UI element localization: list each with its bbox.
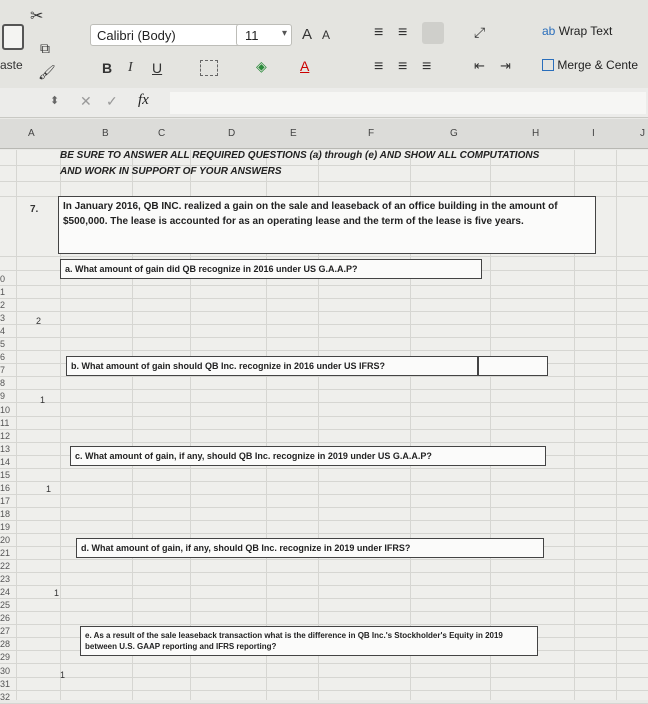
wrap-text-button[interactable] — [542, 24, 612, 38]
merge-label: Merge & Cente — [557, 58, 639, 72]
row-number[interactable]: 10 — [0, 404, 11, 415]
grid-line — [0, 442, 648, 443]
font-name-value: Calibri (Body) — [97, 28, 176, 43]
column-header[interactable]: G — [450, 128, 458, 139]
row-number[interactable]: 9 — [0, 391, 6, 402]
column-header[interactable]: H — [532, 128, 540, 139]
align-right-icon[interactable]: ≡ — [422, 58, 432, 75]
ribbon — [0, 0, 648, 88]
points-c: 1 — [46, 484, 52, 494]
row-number[interactable]: 20 — [0, 535, 11, 545]
row-number[interactable]: 29 — [0, 652, 11, 663]
function-icon[interactable]: fx — [138, 92, 149, 108]
column-header[interactable]: A — [28, 128, 35, 139]
row-number[interactable]: 30 — [0, 665, 11, 676]
paste-icon[interactable] — [2, 24, 24, 50]
grid-line — [0, 389, 648, 390]
points-e: 1 — [60, 670, 66, 680]
grid-line — [0, 256, 648, 257]
grid-line — [0, 663, 648, 664]
grid-line — [0, 677, 648, 678]
align-middle-icon[interactable]: ≡ — [398, 24, 408, 41]
grid-line — [0, 572, 648, 573]
name-box-arrows-icon[interactable]: ⬍ — [50, 95, 60, 107]
row-number[interactable]: 26 — [0, 613, 11, 624]
row-number[interactable]: 32 — [0, 691, 11, 702]
column-header[interactable]: E — [290, 128, 297, 139]
row-number[interactable]: 15 — [0, 469, 11, 480]
grid-line — [0, 311, 648, 312]
answer-b-cell[interactable] — [478, 356, 548, 376]
grow-font-button[interactable]: A — [302, 26, 313, 43]
borders-icon[interactable] — [200, 60, 218, 76]
align-top-icon[interactable]: ≡ — [374, 24, 384, 41]
merge-center-button[interactable] — [542, 58, 638, 72]
grid-line — [0, 324, 648, 325]
question-b-box[interactable]: b. What amount of gain should QB Inc. recognize in 2016 under US IFRS? — [66, 356, 478, 376]
row-number[interactable]: 14 — [0, 456, 11, 467]
fill-color-icon[interactable]: ◈ — [256, 58, 267, 74]
copy-icon[interactable]: ⧉ — [40, 40, 50, 56]
paste-label[interactable]: aste — [0, 58, 23, 72]
instructions-line-2: AND WORK IN SUPPORT OF YOUR ANSWERS — [60, 166, 282, 177]
grid-line — [0, 533, 648, 534]
row-number[interactable]: 22 — [0, 561, 11, 572]
row-number[interactable]: 24 — [0, 587, 11, 598]
cancel-icon[interactable]: ✕ — [80, 93, 92, 109]
row-number[interactable]: 23 — [0, 574, 11, 585]
grid-line — [0, 298, 648, 299]
row-number[interactable]: 1 — [0, 287, 6, 298]
column-header[interactable]: F — [368, 128, 375, 139]
grid-line — [0, 181, 648, 182]
align-center-icon[interactable]: ≡ — [398, 58, 408, 75]
grid-line — [0, 598, 648, 599]
question-a-box[interactable]: a. What amount of gain did QB recognize in 2016 under US G.A.A.P? — [60, 259, 482, 279]
points-d: 1 — [54, 588, 60, 598]
font-size-dropdown[interactable] — [236, 24, 292, 46]
row-number[interactable]: 13 — [0, 443, 11, 454]
merge-icon — [542, 59, 554, 71]
question-d-box[interactable]: d. What amount of gain, if any, should QB Inc. recognize in 2019 under IFRS? — [76, 538, 544, 558]
grid-line — [16, 150, 17, 700]
row-number[interactable]: 18 — [0, 508, 11, 519]
grid-line — [0, 507, 648, 508]
row-number[interactable]: 17 — [0, 495, 11, 506]
row-number[interactable]: 19 — [0, 521, 11, 532]
grid-line — [0, 416, 648, 417]
cut-icon[interactable]: ✂ — [30, 8, 44, 25]
confirm-icon[interactable]: ✓ — [106, 93, 118, 109]
column-header[interactable]: D — [228, 128, 236, 139]
grid-line — [0, 494, 648, 495]
points-a: 2 — [36, 316, 42, 326]
grid-line — [0, 690, 648, 691]
grid-line — [0, 285, 648, 286]
row-number[interactable]: 7 — [0, 365, 6, 376]
row-number[interactable]: 25 — [0, 600, 11, 611]
row-number[interactable]: 8 — [0, 378, 6, 389]
grid-line — [0, 559, 648, 560]
increase-indent-icon[interactable]: ⇥ — [500, 58, 511, 73]
row-number[interactable]: 21 — [0, 548, 11, 559]
decrease-indent-icon[interactable]: ⇤ — [474, 58, 485, 73]
row-number[interactable]: 12 — [0, 430, 11, 441]
wrap-text-icon: ab — [542, 24, 556, 38]
column-header[interactable]: I — [592, 128, 595, 139]
row-number[interactable]: 4 — [0, 326, 6, 337]
row-number[interactable]: 2 — [0, 300, 6, 311]
row-number[interactable]: 6 — [0, 352, 6, 363]
row-number[interactable]: 3 — [0, 313, 6, 324]
row-number[interactable]: 0 — [0, 274, 6, 284]
instructions-heading — [60, 148, 539, 180]
formula-bar — [0, 88, 648, 118]
grid-line — [0, 481, 648, 482]
grid-line — [0, 468, 648, 469]
column-header[interactable]: B — [102, 128, 109, 139]
question-text-box[interactable]: In January 2016, QB INC. realized a gain on the sale and leaseback of an office building in the amount of $500,000. The lease is accounted for as an operating lease and the term of the lease is five years. — [58, 196, 596, 254]
row-number[interactable]: 27 — [0, 626, 11, 637]
align-bottom-icon[interactable] — [422, 22, 444, 44]
orientation-icon[interactable]: ⤢ — [474, 24, 486, 40]
grid-line — [0, 350, 648, 351]
grid-line — [0, 429, 648, 430]
grid-line — [0, 585, 648, 586]
grid-line — [0, 520, 648, 521]
instructions-line-1: BE SURE TO ANSWER ALL REQUIRED QUESTIONS (a) through (e) AND SHOW ALL COMPUTATIONS — [60, 150, 540, 161]
grid-line — [0, 376, 648, 377]
format-painter-icon[interactable]: 🖌 — [38, 64, 56, 80]
points-b: 1 — [40, 395, 46, 405]
row-number[interactable]: 11 — [0, 417, 10, 428]
grid-line — [616, 150, 617, 700]
column-headers — [0, 119, 648, 149]
align-left-icon[interactable]: ≡ — [374, 58, 384, 75]
font-size-value: 11 — [245, 28, 259, 43]
question-c-box[interactable]: c. What amount of gain, if any, should QB Inc. recognize in 2019 under US G.A.A.P? — [70, 446, 546, 466]
question-e-box[interactable]: e. As a result of the sale leaseback transaction what is the difference in QB Inc.'s Stockholder's Equity in 2019 between U.S. GAAP reporting and IFRS reporting? — [80, 626, 538, 656]
row-number[interactable]: 28 — [0, 639, 11, 650]
grid-line — [0, 402, 648, 403]
grid-line — [0, 337, 648, 338]
row-number[interactable]: 31 — [0, 678, 11, 689]
underline-button[interactable]: U — [152, 60, 163, 76]
row-number[interactable]: 16 — [0, 482, 11, 493]
column-header[interactable]: C — [158, 128, 166, 139]
chevron-down-icon: ▾ — [281, 28, 287, 39]
grid-line — [0, 703, 648, 704]
column-header[interactable]: J — [640, 128, 645, 139]
formula-input[interactable] — [170, 92, 646, 114]
row-number[interactable]: 5 — [0, 339, 6, 350]
shrink-font-button[interactable]: A — [322, 28, 331, 42]
wrap-text-label: Wrap Text — [558, 24, 613, 38]
question-number: 7. — [30, 204, 39, 215]
bold-button[interactable]: B — [102, 60, 113, 76]
italic-button[interactable]: I — [128, 60, 133, 75]
font-color-button[interactable]: A — [300, 58, 310, 74]
grid-line — [0, 611, 648, 612]
font-name-dropdown[interactable] — [90, 24, 248, 46]
